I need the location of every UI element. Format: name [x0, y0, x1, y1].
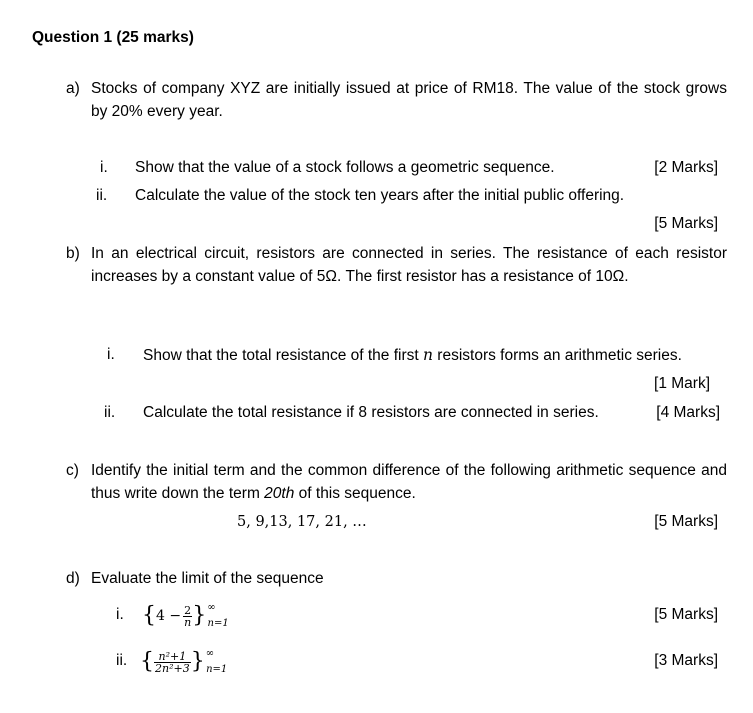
part-a-item-2-num: ii.: [96, 187, 108, 204]
part-b-item-2-num: ii.: [104, 404, 116, 421]
variable-n: n: [423, 346, 433, 364]
part-d-text: Evaluate the limit of the sequence: [91, 570, 324, 587]
part-d-item-1-num: i.: [116, 606, 124, 623]
part-a-label: a): [66, 80, 80, 97]
part-d-item-1-marks: [5 Marks]: [654, 606, 718, 623]
part-b-item-2-text: Calculate the total resistance if 8 resistors are connected in series.: [143, 404, 599, 421]
part-a-item-1-num: i.: [100, 159, 108, 176]
part-b-item-2-marks: [4 Marks]: [656, 404, 720, 421]
sequence-expression-1: {4 − $\frac{2}{n}$ }$^\infty_{n=1}$: [142, 602, 229, 629]
part-c-marks: [5 Marks]: [654, 513, 718, 530]
part-c-label: c): [66, 462, 79, 479]
part-a-item-1-text: Show that the value of a stock follows a geometric sequence.: [135, 159, 555, 176]
part-b-text: In an electrical circuit, resistors are connected in series. The resistance of each resistor increases by a constant value of 5Ω. The first resistor has a resistance of 10Ω.: [91, 245, 727, 285]
sequence-expression-2: { $\frac{\text{n²+1}}{\text{2n²+3}}$ }$^\infty_{n=1}$: [140, 648, 228, 675]
part-a-text: Stocks of company XYZ are initially issued at price of RM18. The value of the stock grows by 20% every year.: [91, 80, 727, 120]
part-b-item-1-num: i.: [107, 346, 115, 363]
term-20th: 20th: [264, 485, 295, 502]
question-title: Question 1 (25 marks): [32, 29, 194, 46]
part-a-item-2-text: Calculate the value of the stock ten years after the initial public offering.: [135, 187, 625, 204]
part-b-label: b): [66, 245, 80, 262]
part-b-item-1-marks: [1 Mark]: [654, 375, 710, 392]
part-d-item-2-marks: [3 Marks]: [654, 652, 718, 669]
part-d-item-2-num: ii.: [116, 652, 128, 669]
part-c-text: Identify the initial term and the common difference of the following arithmetic sequence and thus write down the term 20th of this sequence.: [91, 462, 727, 502]
part-a-item-2-marks: [5 Marks]: [654, 215, 718, 232]
part-b-item-1-text: Show that the total resistance of the first n resistors forms an arithmetic series.: [143, 346, 682, 364]
part-d-label: d): [66, 570, 80, 587]
part-a-item-1-marks: [2 Marks]: [654, 159, 718, 176]
arithmetic-sequence: 5, 9,13, 17, 21, …: [237, 514, 367, 530]
